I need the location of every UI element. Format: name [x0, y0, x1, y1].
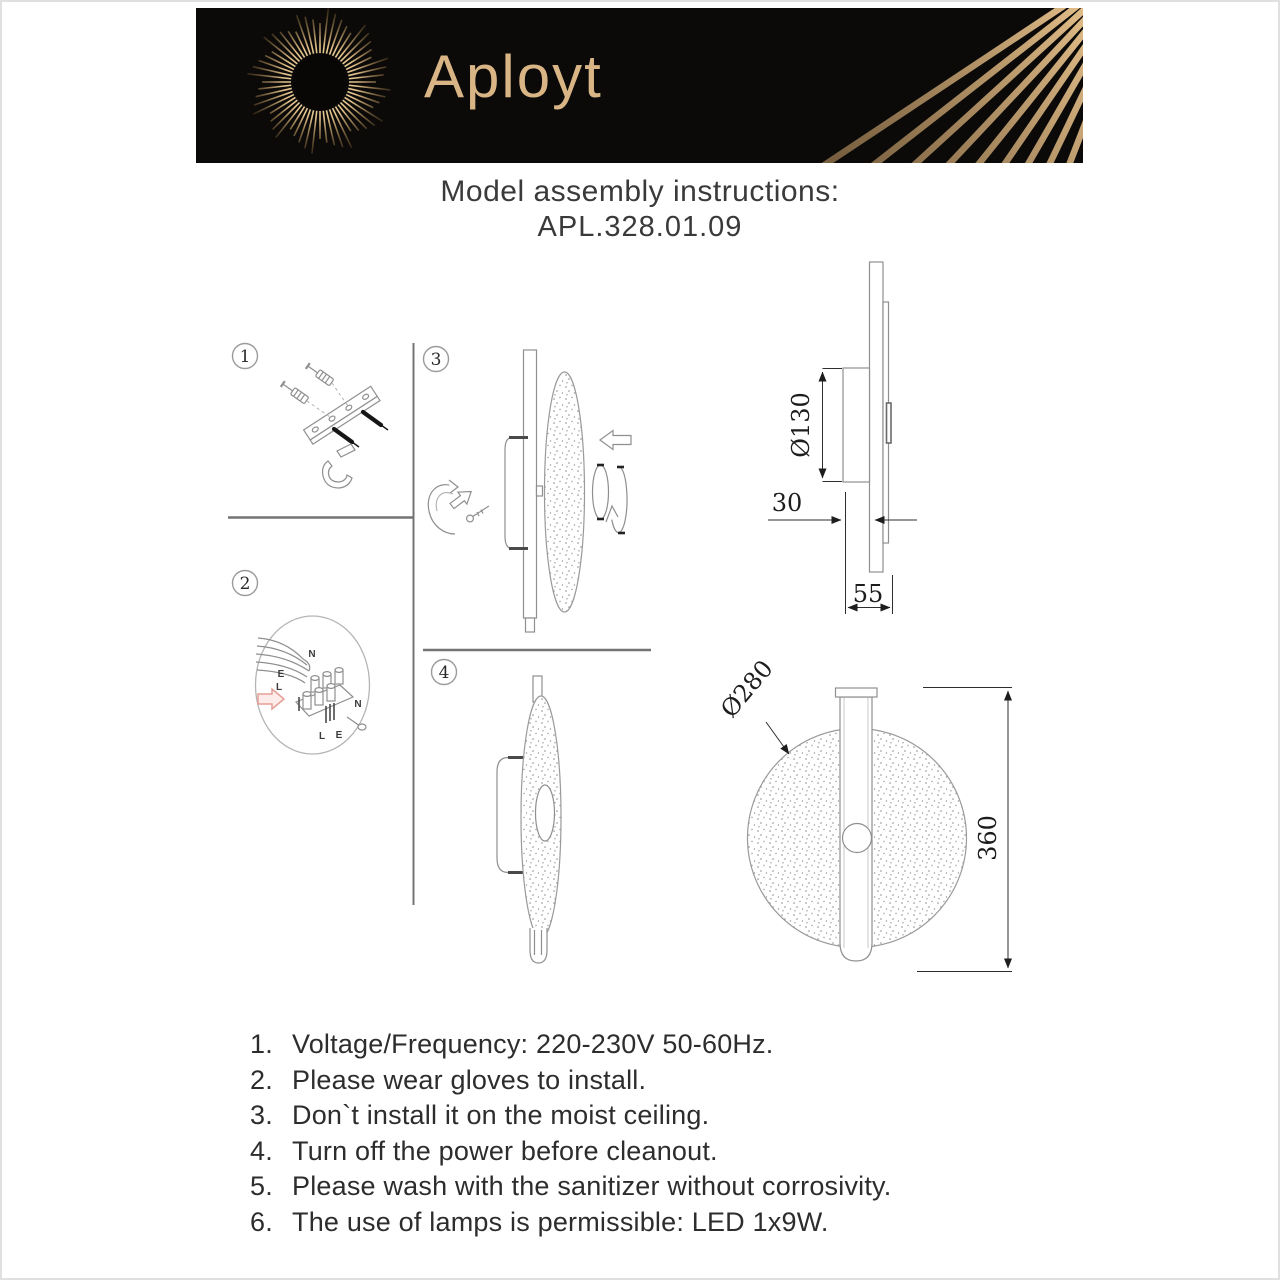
- banner-decor: [196, 8, 1083, 163]
- rotate-ring-arrow-icon: [606, 467, 627, 533]
- panel-dividers: [228, 343, 651, 905]
- step-3-number: 3: [430, 350, 442, 370]
- instruction-number: 4.: [250, 1135, 273, 1166]
- title-block: [0, 174, 1280, 244]
- step-2-number: 2: [239, 574, 251, 594]
- instruction-number: 2.: [250, 1064, 273, 1095]
- wire-label-l: L: [275, 682, 283, 693]
- instruction-item: [250, 1134, 1080, 1170]
- wire-label-n: N: [308, 649, 316, 660]
- instruction-item: [250, 1205, 1080, 1241]
- step-1-number: 1: [239, 347, 251, 367]
- step-4-badge: [432, 660, 457, 685]
- instruction-item: [250, 1098, 1080, 1134]
- wall-anchor-icon: [281, 381, 309, 404]
- model-number: APL.328.01.09: [537, 211, 743, 243]
- step-3-badge: [424, 347, 449, 372]
- diffuser-hole: [536, 785, 555, 841]
- starburst-center: [294, 54, 346, 110]
- side-dimension-drawing: [768, 262, 917, 614]
- terminal-label-l: L: [318, 731, 326, 742]
- dim-side-diameter: [787, 369, 842, 482]
- brand-banner: [196, 8, 1083, 163]
- instruction-text: Don`t install it on the moist ceiling.: [292, 1100, 710, 1130]
- page-title: Model assembly instructions:: [440, 175, 840, 208]
- instruction-number: 5.: [250, 1171, 273, 1201]
- center-hub: [843, 824, 872, 853]
- instruction-item: [250, 1063, 1080, 1099]
- diffuser-assembly-drawing: [428, 350, 631, 632]
- instruction-text: The use of lamps is permissible: LED 1x9W.: [292, 1206, 829, 1237]
- mounting-bracket-drawing: [281, 363, 388, 488]
- step-2-badge: [233, 571, 258, 596]
- corner-rays-icon: [638, 8, 1083, 163]
- dim-mount-depth: [768, 489, 917, 614]
- wiring-diagram: [256, 616, 370, 754]
- instruction-list: [250, 1027, 1080, 1240]
- dim-label-height: 360: [974, 815, 1002, 861]
- wire-label-e: E: [277, 669, 285, 680]
- instruction-item: [250, 1169, 1080, 1205]
- instruction-text: Please wash with the sanitizer without corrosivity.: [292, 1171, 892, 1201]
- ring-icon: [593, 465, 609, 519]
- glass-diffuser: [545, 372, 585, 612]
- instruction-text: Please wear gloves to install.: [292, 1064, 647, 1095]
- dim-label-side-diameter: Ø130: [787, 392, 815, 458]
- wall-anchor-icon: [306, 363, 334, 386]
- instruction-item: [250, 1027, 1080, 1063]
- dim-front-diameter: [715, 655, 789, 754]
- terminal-label-n: N: [354, 699, 362, 710]
- dim-label-front-diameter: Ø280: [715, 654, 779, 723]
- front-dimension-drawing: [715, 655, 1012, 972]
- instruction-text: Voltage/Frequency: 220-230V 50-60Hz.: [292, 1029, 774, 1059]
- assembly-diagrams: [0, 250, 1280, 1010]
- step-4-number: 4: [438, 663, 450, 683]
- insert-arrow-icon: [600, 431, 631, 450]
- dim-label-total-depth: 55: [852, 580, 884, 608]
- terminal-label-e: E: [335, 730, 343, 741]
- dim-label-mount-depth: 30: [771, 489, 803, 517]
- step-1-badge: [233, 344, 258, 369]
- instruction-number: 3.: [250, 1100, 273, 1130]
- instruction-number: 1.: [250, 1029, 273, 1059]
- dim-total-depth: [848, 575, 893, 614]
- brand-logo-text: Aployt: [424, 43, 603, 110]
- screw-icon: [467, 506, 489, 522]
- assembled-lamp-drawing: [497, 676, 561, 963]
- instruction-text: Turn off the power before cleanout.: [292, 1135, 718, 1166]
- instruction-number: 6.: [250, 1206, 273, 1237]
